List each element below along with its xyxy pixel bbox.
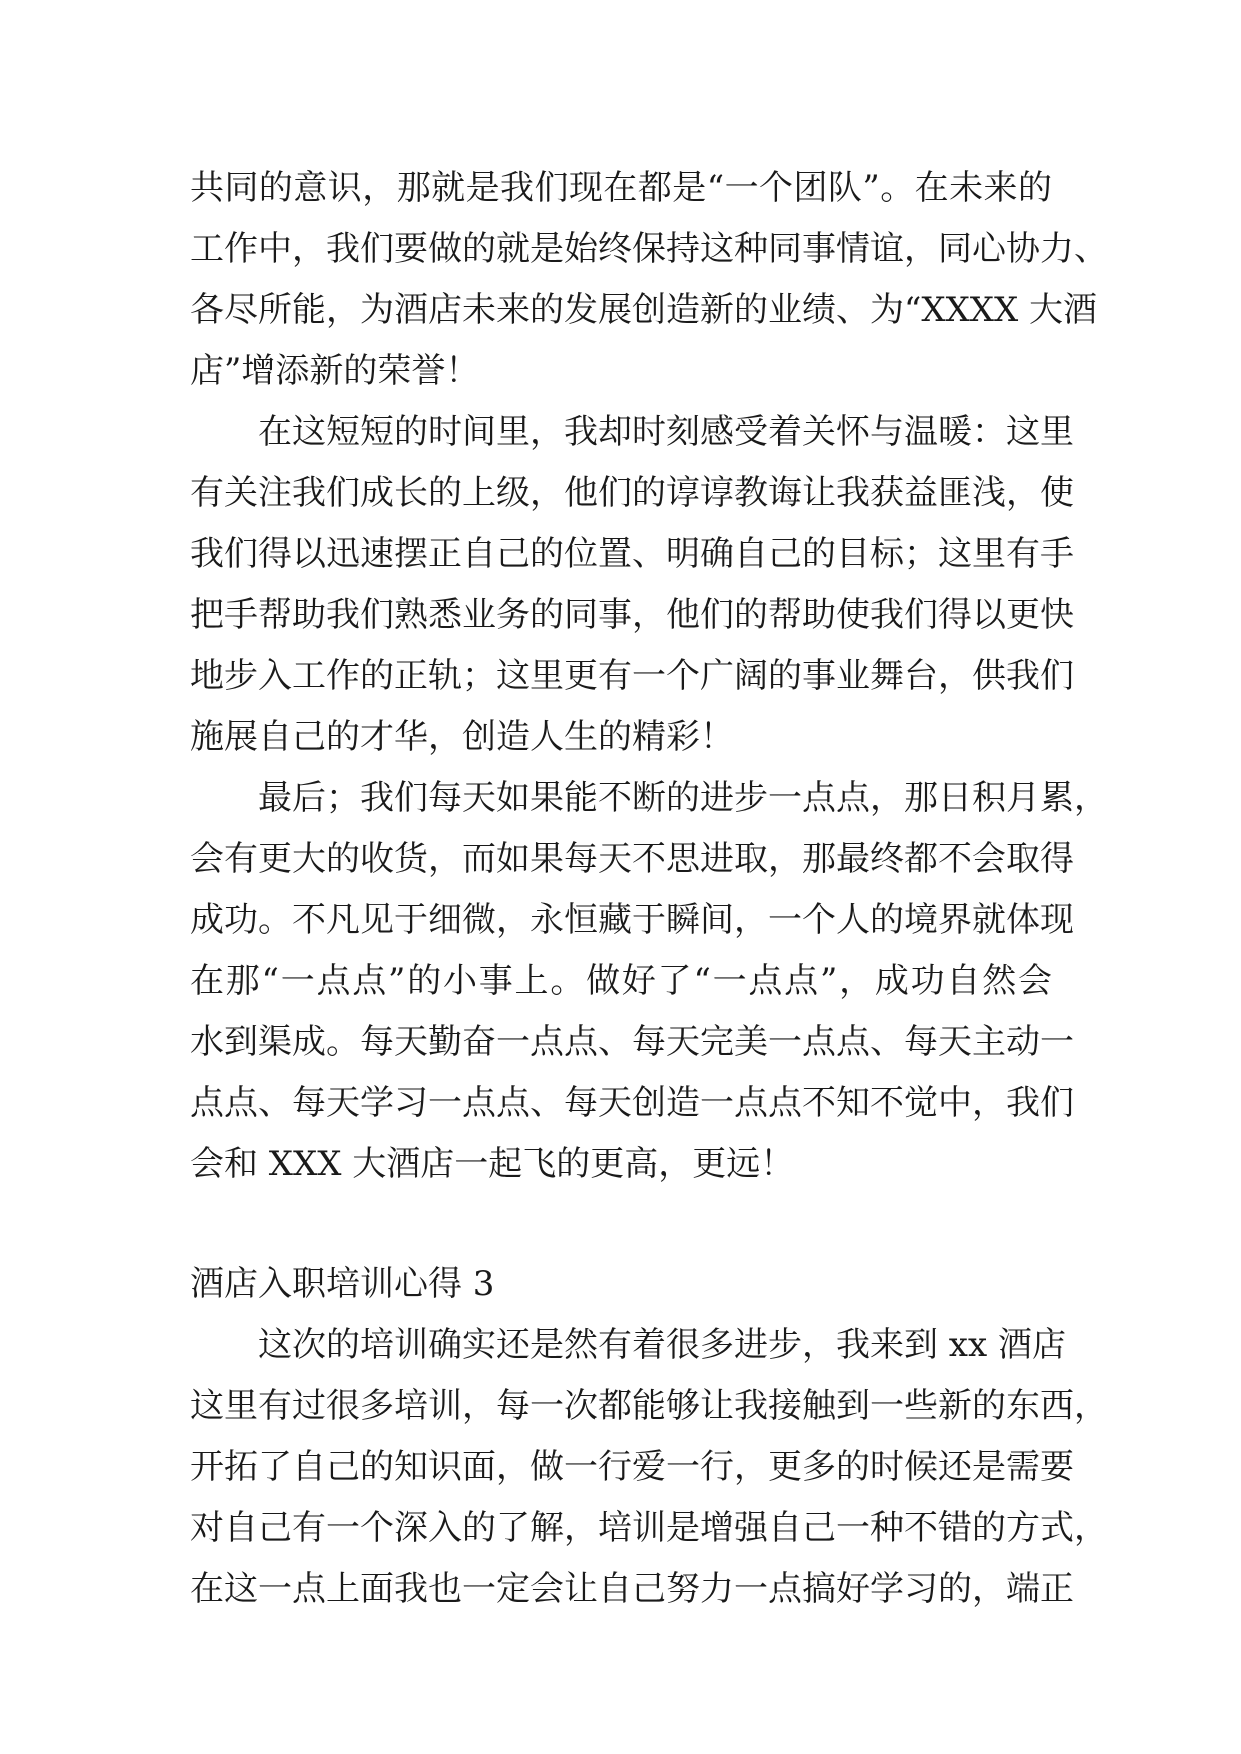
text-line: 各尽所能，为酒店未来的发展创造新的业绩、为“XXXX 大酒: [190, 290, 1098, 330]
text-line: 有关注我们成长的上级，他们的谆谆教诲让我获益匪浅，使: [190, 473, 1074, 513]
text-line: 会有更大的收货，而如果每天不思进取，那最终都不会取得: [190, 839, 1074, 879]
text-line: 共同的意识，那就是我们现在都是“一个团队”。在未来的: [190, 168, 1052, 208]
paragraph: [190, 158, 1108, 402]
text-line: 成功。不凡见于细微，永恒藏于瞬间，一个人的境界就体现: [190, 900, 1074, 940]
text-line: 会和 XXX 大酒店一起飞的更高，更远！: [190, 1144, 795, 1184]
text-line: 地步入工作的正轨；这里更有一个广阔的事业舞台，供我们: [190, 656, 1074, 696]
text-line: 开拓了自己的知识面，做一行爱一行，更多的时候还是需要: [190, 1447, 1074, 1487]
paragraph: [190, 402, 1074, 768]
text-line: 这次的培训确实还是然有着很多进步，我来到 xx 酒店: [258, 1325, 1066, 1365]
text-line: 水到渠成。每天勤奋一点点、每天完美一点点、每天主动一: [190, 1022, 1074, 1062]
text-line: 把手帮助我们熟悉业务的同事，他们的帮助使我们得以更快: [190, 595, 1074, 635]
text-line: 点点、每天学习一点点、每天创造一点点不知不觉中，我们: [190, 1083, 1074, 1123]
text-line: 在这一点上面我也一定会让自己努力一点搞好学习的，端正: [190, 1569, 1074, 1609]
text-line: 在那“一点点”的小事上。做好了“一点点”，成功自然会: [190, 961, 1052, 1001]
text-line: 在这短短的时间里，我却时刻感受着关怀与温暖：这里: [258, 412, 1074, 452]
text-line: 施展自己的才华，创造人生的精彩！: [190, 717, 734, 757]
section-heading: 酒店入职培训心得 3: [190, 1264, 495, 1304]
text-line: 工作中，我们要做的就是始终保持这种同事情谊，同心协力、: [190, 229, 1108, 269]
document-body: [190, 158, 1108, 1620]
text-line: 对自己有一个深入的了解，培训是增强自己一种不错的方式，: [190, 1508, 1108, 1548]
text-line: 这里有过很多培训，每一次都能够让我接触到一些新的东西，: [190, 1386, 1108, 1426]
text-line: 我们得以迅速摆正自己的位置、明确自己的目标；这里有手: [190, 534, 1074, 574]
section-spacer: [190, 1195, 1052, 1254]
paragraph: [190, 1315, 1108, 1620]
text-line: 最后；我们每天如果能不断的进步一点点，那日积月累，: [258, 778, 1108, 818]
text-line: 店”增添新的荣誉！: [190, 351, 480, 391]
paragraph: [190, 768, 1108, 1195]
